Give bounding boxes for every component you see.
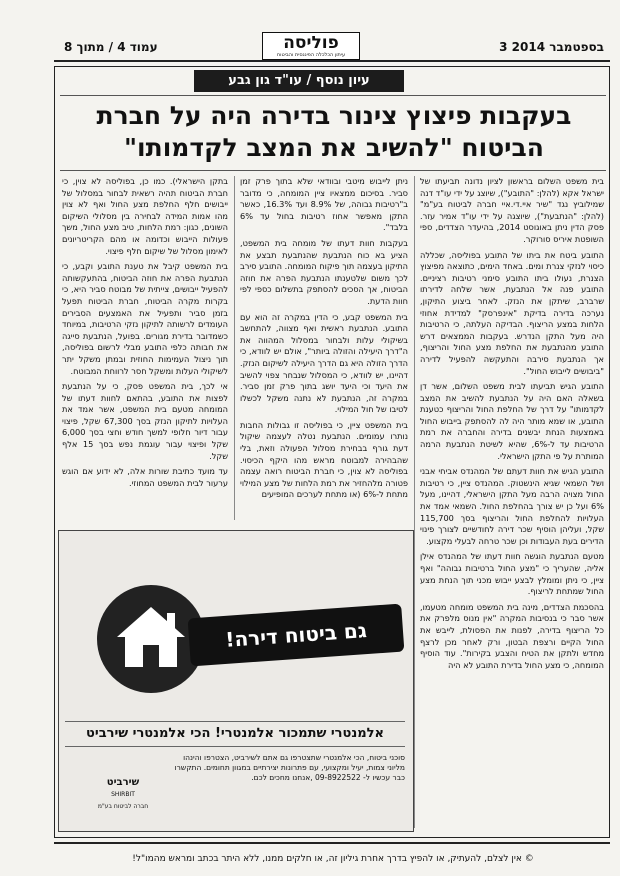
paragraph: בית המשפט ציין, כי בפוליסה זו גבולות החבות נותרו עמומים. הנתבעת נטלה לעצמה שיקול דעת גורף בבחירת מסלול הפעולה וזאת, בלי שהבהירה למבוטח מראש מהו היקף הכיסוי. בפוליסה לא צוין, כי חברת הביטוח רואה עצמה פטורה מלהחזיר את רמת הלחות של מצע המילוי מתחת ל-6% (או מתחת לערכים המופיעים: [240, 419, 408, 500]
footer-rule: [54, 842, 610, 844]
paragraph: ניתן לייבוש מיטבי ובוודאי שלא בתוך פרק זמן סביר. בסיכום ממצאיו ציין המומחה, כי מדובר ב"רטיבות גבוהה, של 8.9% ועד 16.3%, כאשר התקן מאפשר אחוז רטיבות בחול עד 6% בלבד".: [240, 176, 408, 233]
logo-tagline: עיתון הכלכלה הפיננסית והביטוח: [276, 52, 346, 58]
paragraph: התובע ביטח את ביתו של התובע בפוליסה, שכללה כיסוי לנזקי צנרת ומים. באחד הימים, כתוצאה מפיצוץ הצנרת, נעולו ביתו התובע סימני רטיבות רציניים. התובע פנה אל הנתבעת, אשר שלחה לדירתו שרברב, שיתקן את הנזק. לאחר ביצוע התיקון, נערכה בדירה בדיקת "אינפרסק" למדידת אחוזי הלחות במצע הריצוף. הבדיקה העלתה, כי הרטיבות היה מעל התקן הנדרש. בעקבות הממצאים דרש התובע מהנתבעת את החלפת מצע החול והריצוף, אך הנתבעת סירבה והתעקשה להפעיל לדירה "ביבושים לייבוש החול".: [420, 249, 604, 376]
brand-subtitle: חברה לביטוח בע"מ: [97, 803, 149, 810]
headline: בעקבות פיצוץ צינור בדירה היה על חברת הביטוח "להשיב את המצב לקדמותו": [96, 101, 572, 162]
ad-fine-print: סוכני ביטוח, הכי אלמנטרי שתצטרפו גם אתם לשירביט, הצטרפו והינהו מליוני צמות, יעיל ומקצועי, עם פתרונות יצירתיים במגוון תחומים. התקשרו כבר עכשיו ל- 09-8922522 ,אנחנו מחכים לכם.: [174, 753, 405, 782]
page-number: עמוד 4 / מתוך 8: [64, 40, 158, 54]
paragraph: מטעם הנתבעת הוגשה חוות דעתו של המהנדס אילן אליה, שהעריך כי "מצע החול ברטיבות גבוהה" ואף ציין, כי ניתן ומומלץ לבצע ייבוש מכני תוך הנחת מצע החול שמתחת לריצוף.: [420, 551, 604, 597]
paragraph: בהסכמת הצדדים, מינה בית המשפט מומחה מטעמו, אשר סבר כי בנסיבות המקרה "אין מנוס מלפרק את כל הריצוף בדירה, לפנות את הפסולת, לייבש את החול הקיים ורצפת הבטון, ורק לאחר מכן לרצף מחדש ולתקן את הטיח והצבע בקירות". עוד הוסיף המומחה, כי מצע החול בדירת התובע לא היה: [420, 601, 604, 670]
brand-name: שירביט: [106, 777, 140, 788]
paragraph: התובע הגיש את חוות דעתם של המהנדס אביחי אבני ושל השמאי שגיא הינשטוק. המהנדס ציין, כי רטיבות החול מצויה הרבה מעל התקן הישראלי, דהיינו, מעל 6% ועל כן יש צורך בהחלפת החול. השמאי אמד את העלויות להחלפת החול והריצוף בסך 115,700 שקל, ועליהן הוסיף שכר דירה לחודשיים לצורך פינוי הדירים בעת העבודות וכן שכר טרחה לבעלי מקצוע.: [420, 466, 604, 546]
copyright-notice: © אין לצלם, להעתיק, או להפיץ בדרך אחרת גיליון זה, או חלקים ממנו, ללא היתר בכתב ומראש מהמו"ל!: [132, 854, 534, 864]
byline: עיון נוסף / עו"ד גון גבע: [194, 70, 404, 92]
publication-logo: [262, 32, 360, 60]
ad-banner: גם ביטוח דירה!: [188, 604, 405, 667]
brand-name-latin: SHIRBIT: [111, 791, 135, 798]
ad-slogan: אלמנטרי שתמכור אלמנטרי! הכי אלמנטרי שירביט: [65, 721, 405, 747]
paragraph: בית המשפט קבע, כי הדין במקרה זה הוא עם התובע. הנתבעת ראשית ואף מצווה, להתחשב בשיקולי עלות ולבחור במסלול המהווה את ה"דרך היעילה והזולה ביותר", אולם יש לוודא, כי הדרך הזולה היא גם הדרך היעילה לשיקום הנזק. דהיינו, יש לוודא, כי המסלול שנבחר צפוי להשיב את היעד וכי היעד יושג בתוך פרק זמן סביר. במקרה זה, הנתבעת לא נתנה משקל לכשלו לטיבו של חול המילוי.: [240, 311, 408, 415]
paragraph: התובע הגיש תביעתו לבית משפט השלום, אשר דן בשאלה האם היה על הנתבעת להשיב את המצב לקדמותו" על דרך של החלפת החול והריצוף כטענת התובע, או שמא מותר היה לה להסתפק בייבוש החול באמצעות הנחת יבשנים בדירה והחברה את רמת הרטיבות עד ל-6%, שהיא לשיטת הנתבעת הרמה המותרת על פי התקן הישראלי.: [420, 381, 604, 461]
paragraph: בעקבות חוות דעתו של מומחה בית המשפט, הציע בא כוח הנתבעת שהנתבעת תבצע את התיקון בעצמה תוך פיקוח המומחה. התובע סירב לכך משום שלטענתו הנתבעת הפרה את חוזה הביטוח, אך הסכים להסתפק בתשלום כספי לפי חוות הדעת.: [240, 237, 408, 306]
article-column-1: [420, 176, 604, 828]
paragraph: אי לכך, בית המשפט פסק, כי על הנתבעת לפצות את התובע, בהתאם לחוות דעתו של המומחה מטעם בית המשפט, אשר אמד את העלויות לתיקון הנזק בסך 67,300 שקל, פיצוי עבור דיור חלופי למשך חודש וחצי בסך 6,000 שקל ופיצוי עבור עוגמת נפש בסך 15 אלף שקל.: [62, 381, 228, 461]
paragraph: בתקן הישראלי). כמו כן, בפוליסה לא צוין, כי חברת הביטוח תהיה רשאית לבחור במסלול של ייבושים חלף החלפת מצע החול ואף לא צוין מהו אמות המידה לבחירה בין מסלולי השיקום השונים, כגון: רמת הלחות, טיב מצע החול, משך פעולות הייבוש וכדומה או מהם הקריטריונים לאימון מסלול של שיקום חלף פיצוי.: [62, 176, 228, 256]
byline-divider: [60, 95, 606, 96]
issue-date: 3 בספטמבר 2014: [499, 40, 604, 54]
logo-text: פוליסה: [283, 33, 339, 53]
article-column-2: [240, 176, 408, 520]
brand-logo: [79, 777, 167, 813]
paragraph: בית משפט השלום בראשון לציון נדונה תביעתו של ישראל אקא (להלן: "התובע"), שיוצג על ידי עו"ד דנה שמילוביץ נגד "שיר איי.די.איי חברה לביטוח בע"מ" (להלן: "הנתבעת"), שיוצגה על ידי עו"ד אמיר עזר. פסק הדין ניתן באוגוסט 2014, בהיעדר הצדדים, ספי השופטת איריס סורוקר.: [420, 176, 604, 244]
column-divider: [414, 176, 415, 828]
paragraph: עד מועד כתיבת שורות אלה, לא ידוע אם הוגש ערעור לבית המשפט המחוזי.: [62, 466, 228, 488]
column-divider: [234, 176, 235, 520]
headline-divider: [60, 170, 606, 171]
masthead-rule: [54, 60, 610, 62]
paragraph: בית המשפט קיבל את טענת התובע וקבע, כי הנתבעת הפרה את חוזה הביטוח, בהתעקשותה להפעיל ייבושים, צייתית של מבוטח סביר היא, כי בקרות מקרה הביטוח, חברת הביטוח תפעל בזמן סביר ותפעיל את האמצעים הסבירים העומדים לרשותה לתיקון נזקי הרטיבות, במיוחד כשמדובר בדירת מגורים. בפועל, הנתבעת סייגה את חבותה כלפי התובע מבלי לרשום בפוליסה, תוך ניצול העמימות החוזית ובמתן משקל יתר לשיקולי העלות ומשקל חסר לרווחת המבוטח.: [62, 261, 228, 376]
advertisement: [58, 530, 414, 832]
article-column-3: [62, 176, 228, 520]
